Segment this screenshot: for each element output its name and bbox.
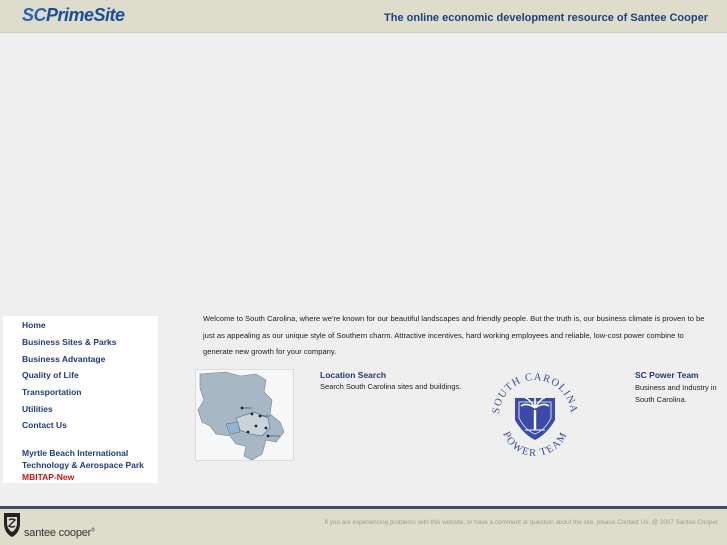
logo-primesite: PrimeSite (46, 5, 125, 25)
palmetto-seal-icon (487, 368, 583, 464)
nav-myrtle-beach-line1[interactable]: Myrtle Beach International (22, 448, 129, 458)
nav-business-advantage[interactable]: Business Advantage (22, 354, 106, 364)
seal-top-text: SOUTH CAROLINA (490, 371, 580, 415)
nav-utilities[interactable]: Utilities (22, 404, 53, 414)
santee-cooper-logo-icon[interactable] (2, 511, 22, 539)
southeast-map-icon (196, 370, 295, 462)
nav-business-sites-parks[interactable]: Business Sites & Parks (22, 337, 117, 347)
seal-bottom-text: POWER TEAM (500, 429, 570, 460)
site-footer (0, 509, 727, 545)
sc-power-team-desc: Business and Industry in South Carolina. (635, 383, 717, 404)
location-search-link[interactable]: Location Search (320, 370, 387, 380)
nav-home[interactable]: Home (22, 320, 46, 330)
santee-cooper-brand-text: santee cooper (24, 527, 92, 539)
nav-contact-us[interactable]: Contact Us (22, 420, 67, 430)
nav-mbitap-new[interactable]: MBITAP-New (22, 472, 75, 482)
scprimesite-logo[interactable] (22, 5, 125, 26)
logo-sc: SC (22, 5, 47, 25)
nav-quality-of-life[interactable]: Quality of Life (22, 370, 79, 380)
nav-transportation[interactable]: Transportation (22, 387, 82, 397)
site-header (0, 0, 727, 33)
welcome-text: Welcome to South Carolina, where we're known for our beautiful landscapes and friendly people. But the truth is, our business climate is proven to be just as appealing as our unique style of Southern charm. Attractive incentives, hard working employees and reliable, low-cost power combine to generate new growth for your company. (203, 314, 705, 356)
location-map-image[interactable] (195, 369, 294, 461)
site-tagline: The online economic development resource of Santee Cooper (384, 12, 708, 24)
sc-power-team-link[interactable]: SC Power Team (635, 370, 699, 380)
footer-note: If you are experiencing problems with this website, or have a comment or question about the site, please Contact Us. @ 2007 Santee Cooper (324, 519, 718, 526)
location-search-desc: Search South Carolina sites and buildings. (320, 382, 462, 391)
santee-cooper-brand[interactable]: santee cooper® (24, 527, 95, 539)
main-nav (3, 316, 158, 483)
sc-power-team-seal[interactable] (487, 368, 583, 464)
nav-myrtle-beach-line2[interactable]: Technology & Aerospace Park (22, 460, 144, 470)
